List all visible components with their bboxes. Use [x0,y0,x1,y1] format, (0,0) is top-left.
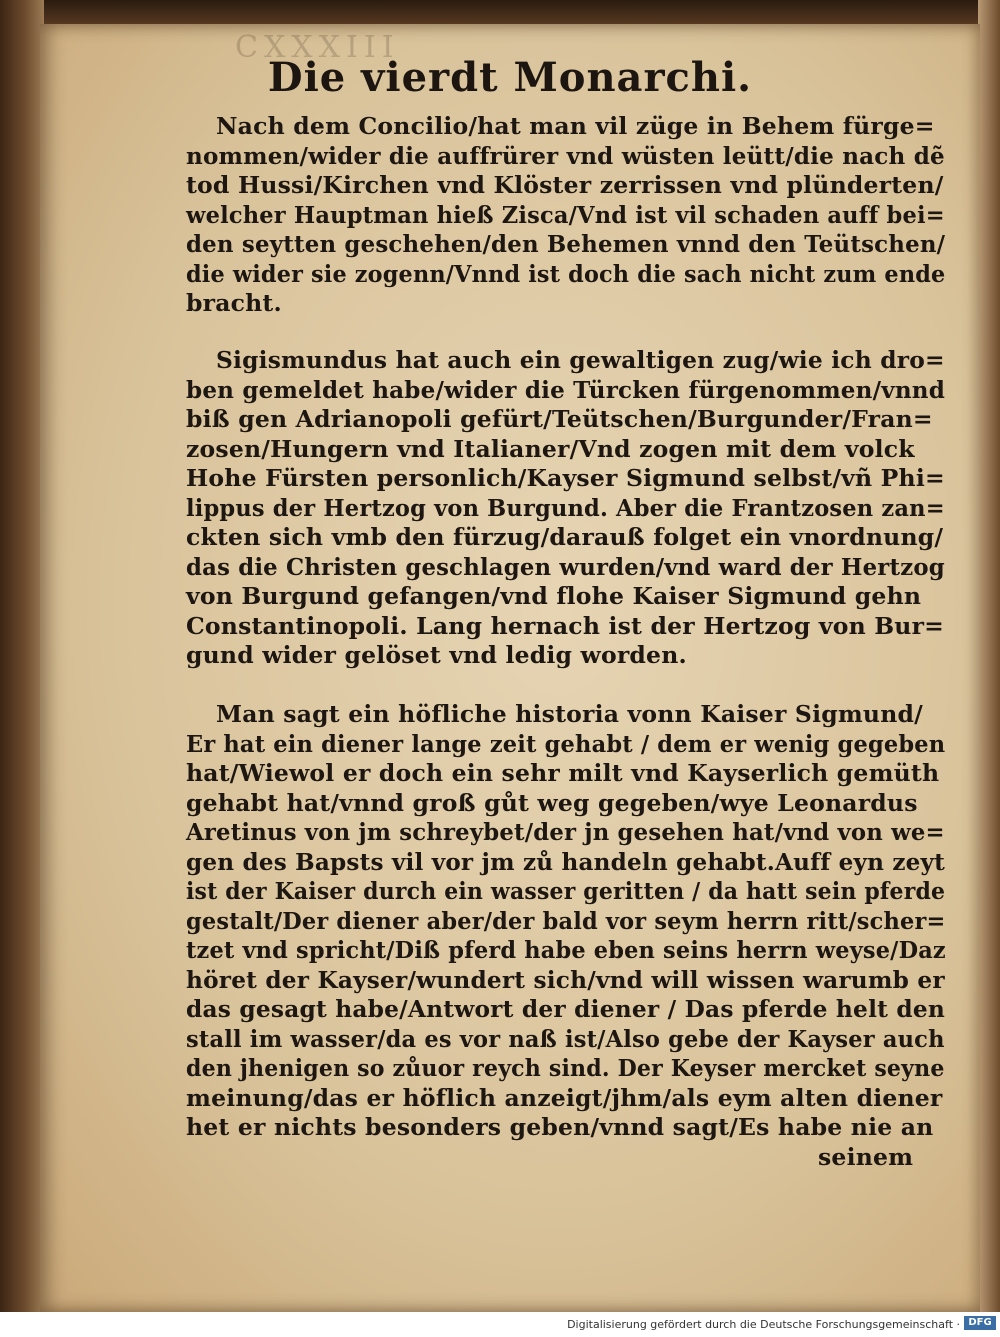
text-line: welcher Hauptman hieß Zisca/Vnd ist vil schaden auff bei= [186,200,945,229]
text-line: stall im wasser/da es vor naß ist/Also gebe der Kayser auch [186,1024,945,1053]
text-line: Hohe Fürsten personlich/Kayser Sigmund selbst/vñ Phi= [186,464,945,492]
text-line: gund wider gelöset vnd ledig worden. [186,641,687,669]
book-page [40,24,980,1312]
text-line: höret der Kayser/wundert sich/vnd will wissen warumb er [186,965,945,994]
text-line: nommen/wider die auffrürer vnd wüsten leütt/die nach dẽ [186,141,945,170]
text-line: het er nichts besonders geben/vnnd sagt/Es habe nie an [186,1113,934,1141]
text-line: ckten sich vmb den fürzug/darauß folget ein vnordnung/ [186,523,944,551]
text-line: Er hat ein diener lange zeit gehabt / dem er wenig gegeben [186,729,946,758]
text-line: das gesagt habe/Antwort der diener / Das pferde helt den [186,995,946,1023]
text-line: Sigismundus hat auch ein gewaltigen zug/wie ich dro= [216,346,945,374]
binding-shadow [0,0,44,1312]
text-line: den jhenigen so zůuor reych sind. Der Keyser mercket seyne [186,1054,945,1082]
text-line: ben gemeldet habe/wider die Türcken fürgenommen/vnnd [186,375,946,404]
text-line: Man sagt ein höfliche historia vonn Kaiser Sigmund/ [216,700,923,728]
text-line: die wider sie zogenn/Vnnd ist doch die sach nicht zum ende [186,259,946,288]
text-line: meinung/das er höflich anzeigt/jhm/als eym alten diener [186,1083,943,1112]
book-top-edge [0,0,1000,26]
page-right-edge [978,0,1000,1312]
text-line: hat/Wiewol er doch ein sehr milt vnd Kayserlich gemüth [186,759,940,787]
text-line: bracht. [186,289,282,317]
dfg-logo: DFG [964,1316,996,1330]
running-header: Die vierdt Monarchi. [267,54,753,101]
text-line: gen des Bapsts vil vor jm zů handeln gehabt.Auff eyn zeyt [186,847,946,876]
text-line: seinem [818,1142,914,1171]
text-line: Aretinus von jm schreybet/der jn gesehen hat/vnd von we= [186,818,945,846]
text-line: biß gen Adrianopoli gefürt/Teütschen/Burgunder/Fran= [186,405,933,433]
text-line: tod Hussi/Kirchen vnd Klöster zerrissen vnd plünderten/ [186,171,944,199]
funding-credit: Digitalisierung gefördert durch die Deutsche Forschungsgemeinschaft · [567,1318,960,1331]
text-line: gehabt hat/vnnd groß gůt weg gegeben/wye Leonardus [186,788,918,817]
text-line: den seytten geschehen/den Behemen vnnd den Teütschen/ [186,230,946,258]
text-line: Constantinopoli. Lang hernach ist der Hertzog von Bur= [186,611,945,640]
text-line: gestalt/Der diener aber/der bald vor seym herrn ritt/scher= [186,906,946,935]
text-line: von Burgund gefangen/vnd flohe Kaiser Sigmund gehn [186,582,922,610]
text-line: Nach dem Concilio/hat man vil züge in Behem fürge= [216,112,935,140]
text-line: lippus der Hertzog von Burgund. Aber die Frantzosen zan= [186,493,945,522]
text-line: ist der Kaiser durch ein wasser geritten / da hatt sein pferde [186,877,946,905]
bleed-through-text: CXXXIII [235,30,400,65]
text-line: tzet vnd spricht/Diß pferd habe eben seins herrn weyse/Daz [186,936,946,964]
text-line: zosen/Hungern vnd Italianer/Vnd zogen mit dem volck [186,434,915,463]
text-line: das die Christen geschlagen wurden/vnd ward der Hertzog [186,552,945,581]
